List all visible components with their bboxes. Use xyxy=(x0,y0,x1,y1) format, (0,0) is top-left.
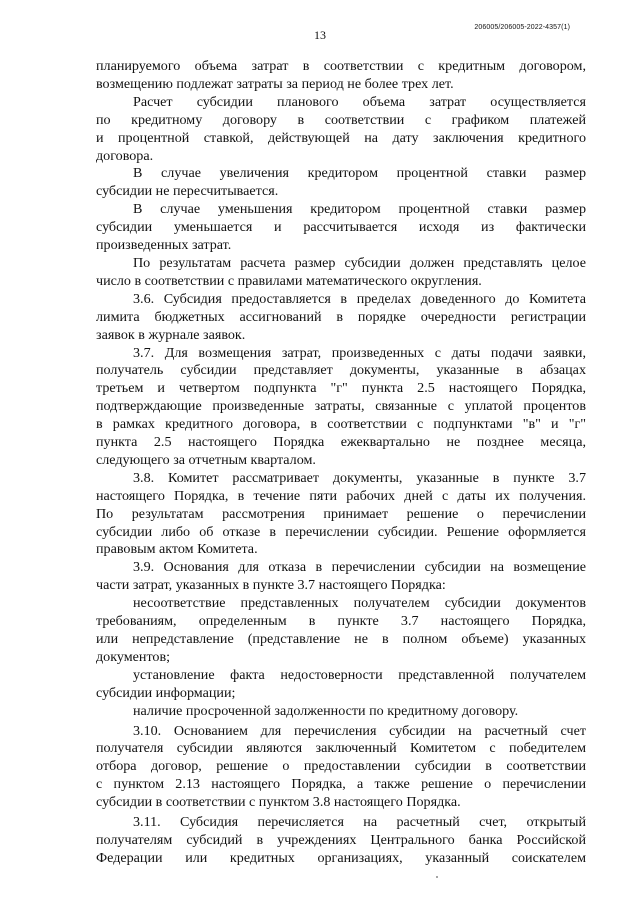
page-number: 13 xyxy=(314,28,326,42)
text-line: По результатам рассмотрения принимает решение о перечислении xyxy=(96,505,586,522)
text-line: подтверждающие произведенные затраты, связанные с уплатой процентов xyxy=(96,398,586,415)
text-line: 3.10. Основанием для перечисления субсидии на расчетный счет xyxy=(133,722,586,739)
text-line: установление факта недостоверности представленной получателем xyxy=(133,666,586,683)
text-line: документов; xyxy=(96,648,171,665)
text-line: в рамках кредитного договора, в соответствии с подпунктами "в" и "г" xyxy=(96,416,586,433)
text-line: субсидии не пересчитывается. xyxy=(96,183,279,200)
text-line: субсидии информации; xyxy=(96,684,236,701)
document-code: 206005/206005-2022-4357(1) xyxy=(474,24,570,31)
text-line: с пунктом 2.13 настоящего Порядка, а также решение о перечислении xyxy=(96,776,586,793)
text-line: субсидии в соответствии с пунктом 3.8 настоящего Порядка. xyxy=(96,794,461,811)
text-line: настоящего Порядка, в течение пяти рабочих дней с даты их получения. xyxy=(96,487,586,504)
text-line: пункта 2.5 настоящего Порядка ежеквартально не позднее месяца, xyxy=(96,434,586,451)
text-line: Расчет субсидии планового объема затрат осуществляется xyxy=(133,93,586,110)
text-line: или непредставление (представление не в полном объеме) указанных xyxy=(96,631,586,647)
text-line: и процентной ставкой, действующей на дату заключения кредитного xyxy=(96,129,586,146)
text-line: требованиям, определенным в пункте 3.7 настоящего Порядка, xyxy=(96,613,586,630)
text-line: 3.6. Субсидия предоставляется в пределах доведенного до Комитета xyxy=(133,290,586,307)
text-line: правовым актом Комитета. xyxy=(96,541,258,558)
text-line: Федерации или кредитных организациях, указанный соискателем xyxy=(96,849,586,866)
text-line: получателям субсидий в учреждениях Центрального банка Российской xyxy=(96,831,586,848)
text-line: В случае увеличения кредитором процентной ставки размер xyxy=(133,165,586,182)
text-line: наличие просроченной задолженности по кредитному договору. xyxy=(133,702,519,719)
text-line: произведенных затрат. xyxy=(96,237,232,254)
text-line: несоответствие представленных получателем субсидии документов xyxy=(133,595,586,612)
text-line: 3.9. Основания для отказа в перечислении субсидии на возмещение xyxy=(133,559,586,576)
text-line: договора. xyxy=(96,147,154,164)
text-line: По результатам расчета размер субсидии должен представлять целое xyxy=(133,254,586,271)
document-body xyxy=(96,58,586,868)
text-line: лимита бюджетных ассигнований в порядке очередности регистрации xyxy=(96,308,586,325)
text-line: отбора договор, решение о предоставлении субсидии в соответствии xyxy=(96,758,586,775)
text-line: части затрат, указанных в пункте 3.7 настоящего Порядка: xyxy=(96,577,446,594)
text-line: третьем и четвертом подпункта "г" пункта 2.5 настоящего Порядка, xyxy=(96,380,586,397)
text-line: заявок в журнале заявок. xyxy=(96,326,246,343)
text-line: субсидии уменьшается и рассчитывается исходя из фактически xyxy=(96,219,586,236)
text-line: по кредитному договору в соответствии с графиком платежей xyxy=(96,111,586,128)
text-line: 3.7. Для возмещения затрат, произведенных с даты подачи заявки, xyxy=(133,344,586,361)
text-line: возмещению подлежат затраты за период не более трех лет. xyxy=(96,75,454,92)
text-line: В случае уменьшения кредитором процентной ставки размер xyxy=(133,201,586,218)
scan-speck xyxy=(436,876,438,878)
text-line: 3.11. Субсидия перечисляется на расчетный счет, открытый xyxy=(133,814,586,831)
text-line: планируемого объема затрат в соответствии с кредитным договором, xyxy=(96,58,586,74)
text-line: получателя субсидии являются заключенный Комитетом с победителем xyxy=(96,740,586,757)
text-line: получатель субсидии представляет документы, указанные в абзацах xyxy=(96,362,586,379)
text-line: число в соответствии с правилами математического округления. xyxy=(96,272,482,289)
text-line: следующего за отчетным кварталом. xyxy=(96,451,316,468)
text-line: 3.8. Комитет рассматривает документы, указанные в пункте 3.7 xyxy=(133,469,586,486)
text-line: субсидии либо об отказе в перечислении субсидии. Решение оформляется xyxy=(96,523,586,540)
